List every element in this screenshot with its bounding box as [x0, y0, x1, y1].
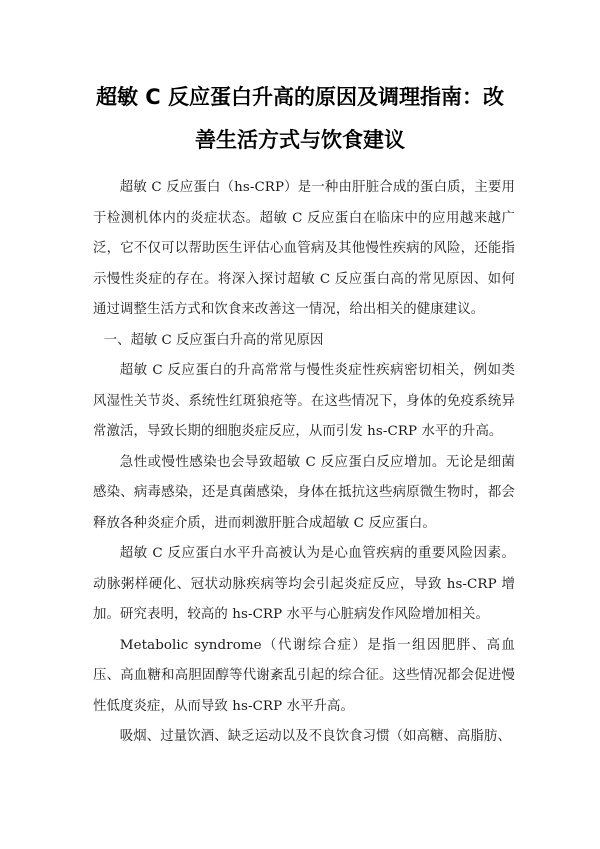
paragraph-lifestyle: 吸烟、过量饮酒、缺乏运动以及不良饮食习惯（如高糖、高脂肪、	[119, 729, 512, 744]
paragraph-infection: 急性或慢性感染也会导致超敏 C 反应蛋白反应增加。无论是细菌感染、病毒感染，还是真菌感染，身体在抵抗这些病原微生物时，都会释放各种炎症介质，进而刺激肝脏合成超敏 C 反应蛋白。	[93, 454, 515, 531]
title-line-2: 善生活方式与饮食建议	[195, 128, 405, 152]
document-body	[93, 173, 515, 753]
section-heading-causes: 一、超敏 C 反应蛋白升高的常见原因	[103, 332, 324, 348]
document-title	[84, 76, 516, 162]
paragraph-chronic-inflammation: 超敏 C 反应蛋白的升高常常与慢性炎症性疾病密切相关，例如类风湿性关节炎、系统性红斑狼疮等。在这些情况下，身体的免疫系统异常激活，导致长期的细胞炎症反应，从而引发 hs-CRP 水平的升高。	[93, 363, 515, 439]
intro-paragraph: 超敏 C 反应蛋白（hs-CRP）是一种由肝脏合成的蛋白质，主要用于检测机体内的炎症状态。超敏 C 反应蛋白在临床中的应用越来越广泛，它不仅可以帮助医生评估心血管病及其他慢性疾病的风险，还能指示慢性炎症的存在。将深入探讨超敏 C 反应蛋白高的常见原因、如何通过调整生活方式和饮食来改善这一情况，给出相关的健康建议。	[93, 180, 515, 317]
title-line-1: 超敏 C 反应蛋白升高的原因及调理指南：改	[95, 85, 505, 109]
paragraph-cardiovascular: 超敏 C 反应蛋白水平升高被认为是心血管疾病的重要风险因素。动脉粥样硬化、冠状动脉疾病等均会引起炎症反应，导致 hs-CRP 增加。研究表明，较高的 hs-CRP 水平与心脏病发作风险增加相关。	[93, 546, 515, 622]
paragraph-metabolic-syndrome: Metabolic syndrome（代谢综合症）是指一组因肥胖、高血压、高血糖和高胆固醇等代谢紊乱引起的综合征。这些情况都会促进慢性低度炎症，从而导致 hs-CRP 水平升高。	[93, 637, 515, 714]
